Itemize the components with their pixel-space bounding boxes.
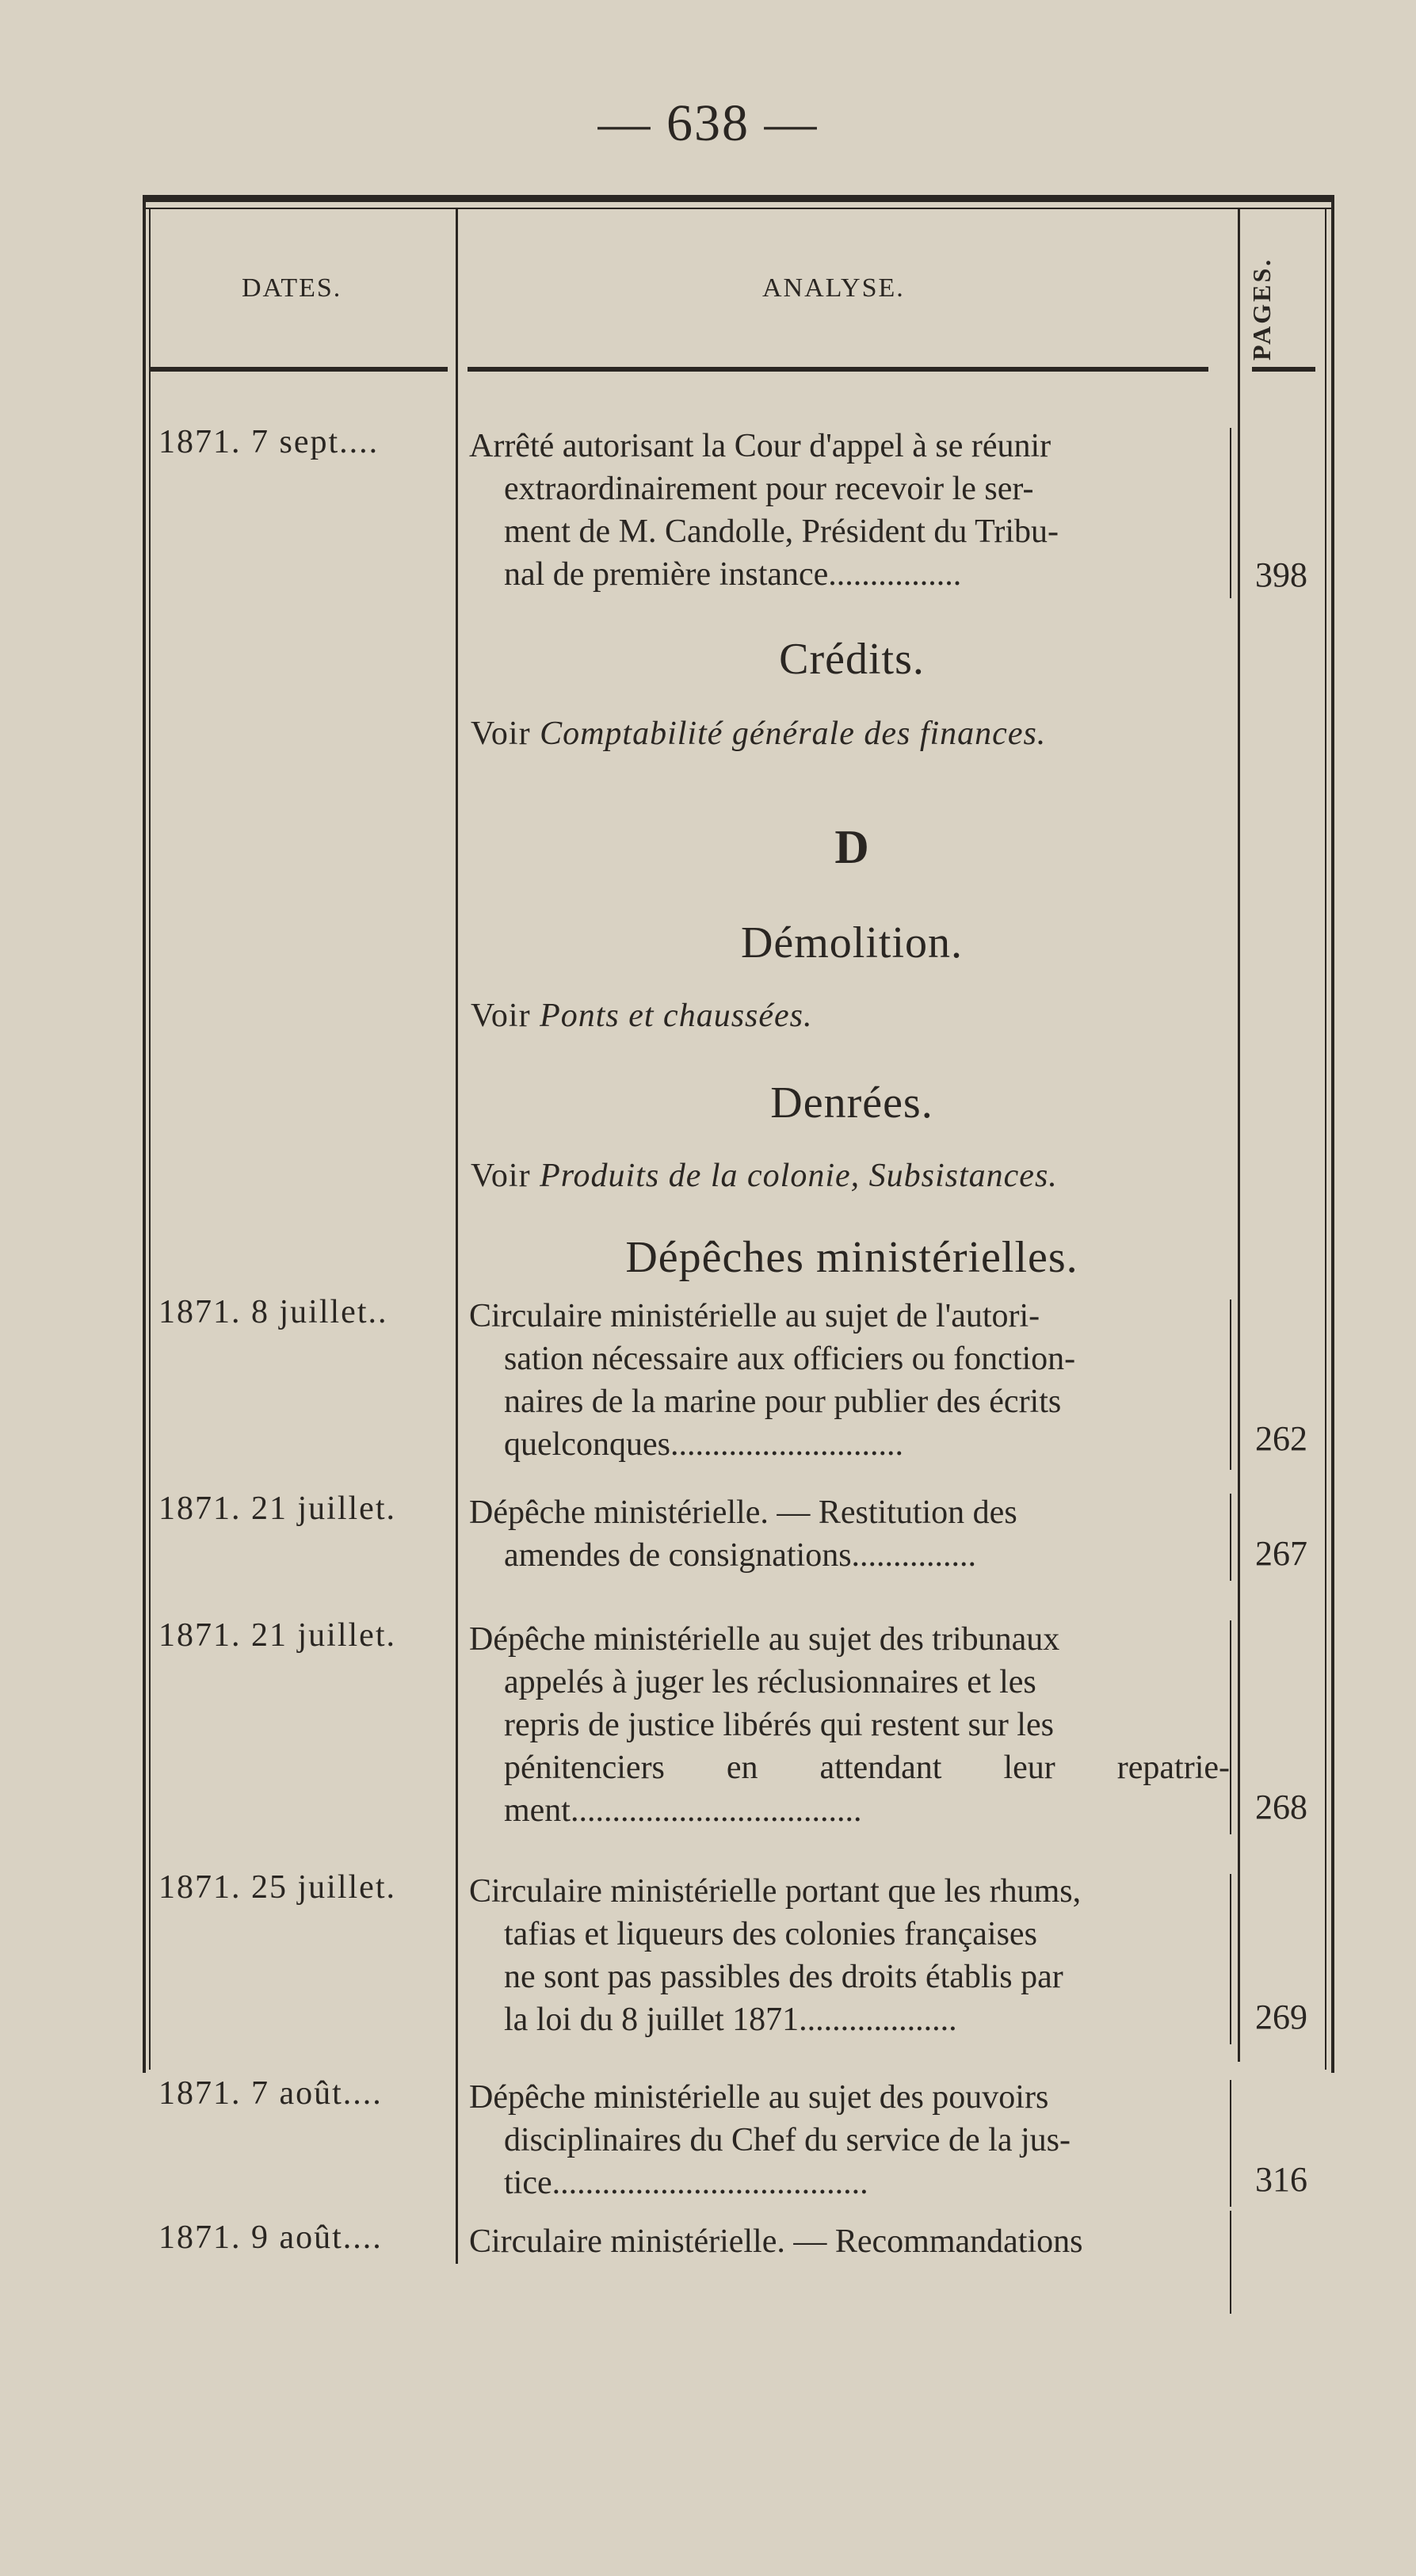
- analysis-line: Circulaire ministérielle au sujet de l'autori-: [469, 1298, 1040, 1334]
- pages-column-divider-lower: [1230, 2211, 1231, 2314]
- left-border-inner: [149, 208, 151, 2070]
- header-underline-analyse: [468, 367, 1208, 372]
- entry-date: 1871. 9 août....: [158, 2219, 383, 2256]
- analysis-line: repris de justice libérés qui restent sur les: [504, 1707, 1054, 1743]
- entry-date: 1871. 7 sept....: [158, 424, 380, 460]
- entry-analysis: [469, 425, 1230, 596]
- analysis-line: tice......................................: [504, 2165, 868, 2201]
- page-reference: 267: [1255, 1534, 1307, 1573]
- analysis-line: extraordinairement pour recevoir le ser-: [504, 471, 1034, 507]
- see-also-label: Voir: [471, 998, 531, 1034]
- analysis-line: quelconques............................: [504, 1426, 903, 1463]
- analysis-line: ne sont pas passibles des droits établis par: [504, 1959, 1063, 1995]
- header-analyse: ANALYSE.: [762, 273, 905, 303]
- see-also-label: Voir: [471, 716, 531, 752]
- page-ref-divider: [1230, 1299, 1231, 1470]
- analysis-line: disciplinaires du Chef du service de la jus-: [504, 2122, 1071, 2158]
- entry-date: 1871. 21 juillet.: [158, 1490, 396, 1527]
- entry-date: 1871. 25 juillet.: [158, 1869, 396, 1906]
- page-reference: 262: [1255, 1419, 1307, 1458]
- header-underline-dates: [151, 367, 448, 372]
- entry-analysis: [469, 2076, 1230, 2204]
- entry-analysis: [469, 1295, 1230, 1466]
- dates-column-divider-lower: [456, 2074, 458, 2264]
- analysis-line: Circulaire ministérielle portant que les rhums,: [469, 1873, 1082, 1910]
- analysis-line: nal de première instance................: [504, 556, 962, 593]
- page-ref-divider: [1230, 1620, 1231, 1834]
- page-reference: 269: [1255, 1998, 1307, 2036]
- analysis-line: appelés à juger les réclusionnaires et les: [504, 1664, 1036, 1700]
- analysis-line: Circulaire ministérielle. — Recommandations: [469, 2223, 1083, 2260]
- top-thin-rule: [143, 208, 1333, 209]
- entry-analysis: [469, 1870, 1230, 2041]
- right-border-inner: [1325, 208, 1326, 2070]
- page-reference: 398: [1255, 555, 1307, 594]
- analysis-line: ment de M. Candolle, Président du Tribu-: [504, 513, 1059, 550]
- page-ref-divider: [1230, 2080, 1231, 2207]
- page-number: — 638 —: [597, 94, 819, 152]
- analysis-line: amendes de consignations...............: [504, 1537, 977, 1574]
- page-ref-divider: [1230, 1874, 1231, 2044]
- analysis-line: Arrêté autorisant la Cour d'appel à se réunir: [469, 428, 1052, 464]
- analysis-line: Dépêche ministérielle au sujet des tribunaux: [469, 1621, 1060, 1658]
- header-dates: DATES.: [242, 273, 342, 303]
- see-also: [471, 997, 813, 1035]
- entry-date: 1871. 8 juillet..: [158, 1294, 388, 1330]
- page-reference: 268: [1255, 1788, 1307, 1826]
- section-heading: Dépêches ministérielles.: [625, 1233, 1078, 1282]
- section-heading: Denrées.: [770, 1078, 933, 1128]
- pages-column-divider: [1238, 208, 1240, 2062]
- page-reference: 316: [1255, 2160, 1307, 2199]
- entry-analysis: [469, 2220, 1230, 2263]
- page-ref-divider: [1230, 428, 1231, 598]
- header-underline-pages: [1252, 367, 1315, 372]
- see-also: [471, 715, 1046, 753]
- analysis-line: naires de la marine pour publier des écrits: [504, 1383, 1062, 1420]
- see-also-reference: Produits de la colonie, Subsistances.: [540, 1158, 1058, 1194]
- section-heading: Démolition.: [740, 918, 964, 967]
- entry-analysis: [469, 1618, 1230, 1832]
- right-border: [1331, 195, 1334, 2073]
- analysis-line: sation nécessaire aux officiers ou fonction-: [504, 1341, 1076, 1377]
- dates-column-divider: [456, 208, 458, 2074]
- see-also-reference: Comptabilité générale des finances.: [540, 716, 1047, 752]
- analysis-line: Dépêche ministérielle. — Restitution des: [469, 1494, 1017, 1531]
- see-also-label: Voir: [471, 1158, 531, 1194]
- section-heading: Crédits.: [779, 635, 925, 684]
- top-thick-rule: [143, 195, 1333, 202]
- analysis-line: ment...................................: [504, 1792, 862, 1829]
- entry-date: 1871. 7 août....: [158, 2075, 383, 2112]
- page-ref-divider: [1230, 1494, 1231, 1581]
- left-border: [143, 195, 146, 2073]
- see-also: [471, 1157, 1058, 1195]
- entry-date: 1871. 21 juillet.: [158, 1617, 396, 1654]
- analysis-line: pénitenciers en attendant leur repatrie-: [504, 1750, 1230, 1786]
- header-pages: PAGES.: [1247, 257, 1276, 361]
- see-also-reference: Ponts et chaussées.: [540, 998, 813, 1034]
- analysis-line: tafias et liqueurs des colonies françaises: [504, 1916, 1037, 1952]
- analysis-line: la loi du 8 juillet 1871...................: [504, 2002, 957, 2038]
- entry-analysis: [469, 1491, 1230, 1577]
- alphabet-letter: D: [834, 821, 869, 873]
- analysis-line: Dépêche ministérielle au sujet des pouvoirs: [469, 2079, 1049, 2116]
